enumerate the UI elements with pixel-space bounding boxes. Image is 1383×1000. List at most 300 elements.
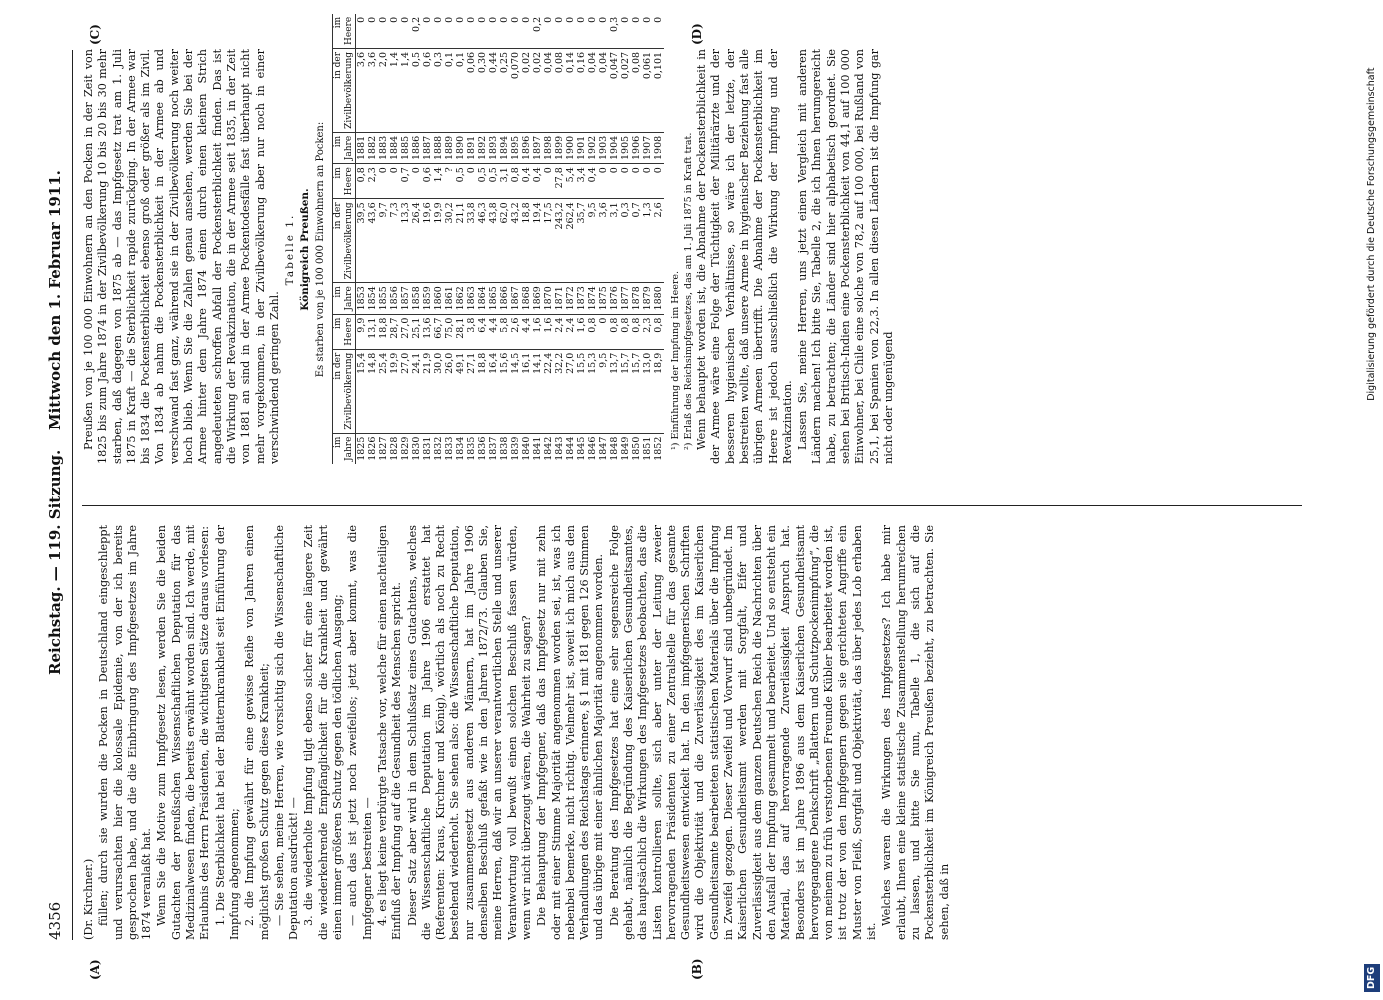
table-cell: 13,7 bbox=[609, 349, 620, 433]
table-cell: 2,0 bbox=[378, 48, 389, 132]
table-cell: 0 bbox=[653, 164, 664, 199]
table-cell: 1871 bbox=[554, 283, 565, 314]
table-row bbox=[609, 14, 620, 464]
table-cell: 0 bbox=[411, 164, 422, 199]
table-cell: 75,0 bbox=[444, 314, 455, 349]
table-cell: 66,7 bbox=[433, 314, 444, 349]
table-subtitle: Königreich Preußen. bbox=[299, 188, 312, 311]
table-cell: 1883 bbox=[378, 132, 389, 163]
table-cell: 0 bbox=[598, 164, 609, 199]
table-cell: 18,8 bbox=[477, 349, 488, 433]
table-cell: 1867 bbox=[510, 283, 521, 314]
table-cell: 0,061 bbox=[642, 48, 653, 132]
table-cell: 0,047 bbox=[609, 48, 620, 132]
table-cell: 1902 bbox=[587, 132, 598, 163]
table-cell: 49,1 bbox=[455, 349, 466, 433]
header-title: Reichstag. — 119. Sitzung. bbox=[46, 449, 64, 675]
table-row bbox=[631, 14, 642, 464]
table-row bbox=[411, 14, 422, 464]
table-cell: 3,6 bbox=[367, 48, 378, 132]
margin-mark-a: (A) bbox=[88, 959, 102, 980]
table-body bbox=[356, 14, 665, 464]
table-header-cell: im Heere bbox=[333, 314, 356, 349]
table-cell: 0,027 bbox=[620, 48, 631, 132]
table-cell: 0 bbox=[642, 164, 653, 199]
left-paragraph: Die Behauptung der Impfgegner, daß das Impfgesetz nur mit zehn oder mit einer Stimme Majorität angenommen worden sei, ist, was ich nebenbei bemerke, nicht richtig. Vielmehr ist, soweit ich mich aus den Verhandlungen des Reichstags erinnere, § 1 mit 181 gegen 126 Stimmen und das übrige mit einer ähnlichen Majorität angenommen worden. bbox=[535, 525, 606, 940]
table-cell: 1906 bbox=[631, 132, 642, 163]
table-cell: 28,7 bbox=[389, 314, 400, 349]
table-cell: 0 bbox=[543, 164, 554, 199]
table-cell: 1842 bbox=[543, 436, 555, 461]
column-divider bbox=[82, 505, 1302, 506]
table-cell: 18,8 bbox=[378, 314, 389, 349]
table-cell: 1876 bbox=[609, 283, 620, 314]
table-cell: 4,4 bbox=[488, 314, 499, 349]
table-header-cell: im Jahre bbox=[333, 283, 356, 314]
table-cell: 1841 bbox=[532, 436, 544, 461]
table-cell: 1875 bbox=[598, 283, 609, 314]
table-cell: 0 bbox=[653, 14, 664, 49]
table-cell: 1861 bbox=[444, 283, 455, 314]
table-cell: 1874 bbox=[587, 283, 598, 314]
table-cell: 1851 bbox=[642, 436, 654, 461]
table-cell: 13,6 bbox=[422, 314, 433, 349]
right-intro-paragraph: Preußen von je 100 000 Einwohnern an den Pocken in der Zeit von 1825 bis zum Jahre 1874 in der Zivilbevölkerung 10 bis 20 bis 30 mehr starben, daß dagegen von 1875 ab — das Impfgesetz trat am 1. Juli 1875 in Kraft — die Sterblichkeit rapide zurückging. In der Armee war bis 1834 die Pockensterblichkeit ebenso groß oder größer als im Zivil. Von 1834 ab nahm die Pockensterblichkeit in der Armee ab und verschwand fast ganz, während sie in der Zivilbevölkerung noch weiter hoch blieb. Wenn Sie die Zahlen genau ansehen, werden Sie bei der Armee hinter dem Jahre 1874 einen durch einen kleinen Strich angedeuteten schroffen Abfall der Pockensterblichkeit finden. Das ist die Wirkung der Revakzination, die in der Armee seit 1835, in der Zeit von 1881 an sind in der Armee Pockentodesfälle fast überhaupt nicht mehr vorgekommen, in der Zivilbevölkerung aber nur noch in einer verschwindend geringen Zahl. bbox=[82, 49, 281, 464]
table-header-cell: in der Zivilbevölkerung bbox=[333, 199, 356, 283]
table-cell: 0,7 bbox=[631, 199, 642, 283]
left-paragraph: 3. die wiederholte Impfung tilgt ebenso sicher für eine längere Zeit die wiederkehrende Empfänglichkeit für die Krankheit und gewährt einen immer größeren Schutz gegen den tödlichen Ausgang; bbox=[302, 525, 345, 940]
table-cell: 13,1 bbox=[367, 314, 378, 349]
table-cell: 1901 bbox=[576, 132, 587, 163]
right-paragraph: Wenn behauptet worden ist, die Abnahme der Pockensterblichkeit in der Armee wäre eine Folge der Tüchtigkeit der Militärärzte und der besseren hygienischen Verhältnisse, so wäre ich der letzte, der bestreiten wollte, daß unsere Armee in hygienischer Beziehung fast alle übrigen Armeen übertrifft. Die Abnahme der Pockensterblichkeit im Heere ist jedoch ausschließlich die Wirkung der Impfung und der Revakzination. bbox=[695, 49, 794, 464]
table-header-cell: im Heere bbox=[333, 14, 356, 49]
table-cell: 0 bbox=[609, 164, 620, 199]
table-row bbox=[642, 14, 653, 464]
header-rule bbox=[72, 50, 73, 940]
table-cell: 0 bbox=[543, 14, 554, 49]
table-cell: 14,5 bbox=[510, 349, 521, 433]
table-cell: 1839 bbox=[510, 436, 522, 461]
table-cell: 1879 bbox=[642, 283, 653, 314]
table-cell: 1888 bbox=[433, 132, 444, 163]
table-cell: 0,8 bbox=[653, 314, 664, 349]
table-cell: 25,1 bbox=[411, 314, 422, 349]
table-cell: 32,2 bbox=[554, 349, 565, 433]
table-cell: 1836 bbox=[477, 436, 489, 461]
table-cell: 0 bbox=[598, 14, 609, 49]
table-row bbox=[477, 14, 488, 464]
table-cell: 1840 bbox=[521, 436, 533, 461]
table-cell: 1860 bbox=[433, 283, 444, 314]
table-cell: 6,4 bbox=[477, 314, 488, 349]
table-row bbox=[587, 14, 598, 464]
table-cell: 1884 bbox=[389, 132, 400, 163]
table-cell: 0,5 bbox=[488, 164, 499, 199]
table-cell: 16,1 bbox=[521, 349, 532, 433]
table-cell: ? bbox=[444, 164, 455, 199]
table-cell: 1,4 bbox=[433, 164, 444, 199]
left-paragraph: Die Beratung des Impfgesetzes hat eine sehr segensreiche Folge gehabt, nämlich die Begründung des Kaiserlichen Gesundheitsamtes, das hauptsächlich die Wirkungen des Impfgesetzes beobachten, das die Listen kontrollieren sollte, sich aber unter der Leitung zweier hervorragenden Präsidenten zu einer Zentralstelle für das gesamte Gesundheitswesen entwickelt hat. In den impfgegnerischen Schriften wird die Objektivität und die Zuverlässigkeit des im Kaiserlichen Gesundheitsamte bearbeiteten statistischen Materials über die Impfung in Zweifel gezogen. Dieser Zweifel und Vorwurf sind unbegründet. Im Kaiserlichen Gesundheitsamt werden mit Sorgfalt, Eifer und Zuverlässigkeit aus dem ganzen Deutschen Reich die Nachrichten über den Ausfall der Impfung gesammelt und bearbeitet. Und so entsteht ein Material, das auf hervorragende Zuverlässigkeit Anspruch hat. Besonders ist im Jahre 1896 aus dem Kaiserlichen Gesundheitsamt hervorgegangene Denkschrift „Blattern und Schutzpockenimpfung“, die von meinem zu früh verstorbenen Freunde Kübler bearbeitet worden ist, ist trotz der von den Impfgegnern gegen sie gerichteten Angriffe ein Muster von Fleiß, Sorgfalt und Objektivität, das über jedes Lob erhaben ist. bbox=[607, 525, 879, 940]
table-cell: 0,06 bbox=[466, 48, 477, 132]
table-cell: 0,4 bbox=[532, 164, 543, 199]
table-cell: 27,1 bbox=[466, 349, 477, 433]
table-cell: 0,3 bbox=[609, 14, 620, 49]
right-paragraphs bbox=[695, 49, 896, 464]
table-cell: 16,4 bbox=[488, 349, 499, 433]
table-cell: 1828 bbox=[389, 436, 401, 461]
table-cell: 5,4 bbox=[565, 164, 576, 199]
right-column bbox=[82, 16, 1302, 464]
smallpox-mortality-table bbox=[332, 14, 664, 464]
table-cell: 62,0 bbox=[499, 199, 510, 283]
table-cell: 30,2 bbox=[444, 199, 455, 283]
table-cell: 3,4 bbox=[576, 164, 587, 199]
table-cell: 15,7 bbox=[620, 349, 631, 433]
table-cell: 1849 bbox=[620, 436, 632, 461]
table-cell: 0,4 bbox=[587, 164, 598, 199]
table-cell: 19,4 bbox=[532, 199, 543, 283]
table-cell: 1859 bbox=[422, 283, 433, 314]
table-cell: 0,30 bbox=[477, 48, 488, 132]
table-cell: 0 bbox=[422, 14, 433, 49]
table-row bbox=[400, 14, 411, 464]
table-cell: 0 bbox=[620, 14, 631, 49]
table-cell: 1835 bbox=[466, 436, 478, 461]
table-row bbox=[444, 14, 455, 464]
page-number: 4356 bbox=[46, 901, 64, 940]
table-cell: 0 bbox=[400, 14, 411, 49]
table-row bbox=[367, 14, 378, 464]
table-cell: 1890 bbox=[455, 132, 466, 163]
table-cell: 33,8 bbox=[466, 199, 477, 283]
table-cell: 1872 bbox=[565, 283, 576, 314]
table-cell: 1852 bbox=[653, 436, 665, 461]
table-cell: 1863 bbox=[466, 283, 477, 314]
table-cell: 3,6 bbox=[598, 199, 609, 283]
speaker-tag: (Dr. Kirchner.) bbox=[82, 858, 95, 940]
table-cell: 0,04 bbox=[587, 48, 598, 132]
table-cell: 13,0 bbox=[642, 349, 653, 433]
margin-mark-c: (C) bbox=[88, 24, 102, 45]
dfg-logo: DFG bbox=[1364, 964, 1380, 992]
table-cell: 1834 bbox=[455, 436, 467, 461]
table-cell: 0 bbox=[466, 14, 477, 49]
footnote: ²) Erlaß des Reichsimpfgesetzes, das am 1. Juli 1875 in Kraft trat. bbox=[682, 132, 694, 450]
table-cell: 1880 bbox=[653, 283, 664, 314]
table-cell: 0,04 bbox=[598, 48, 609, 132]
table-cell: 3,1 bbox=[609, 199, 620, 283]
table-cell: 0,2 bbox=[532, 14, 543, 49]
left-paragraphs bbox=[97, 525, 952, 940]
table-cell: 1833 bbox=[444, 436, 456, 461]
table-row bbox=[598, 14, 609, 464]
table-cell: 1845 bbox=[576, 436, 588, 461]
table-cell: 46,3 bbox=[477, 199, 488, 283]
left-paragraph: Wenn Sie die Motive zum Impfgesetz lesen, werden Sie die beiden Gutachten der preußischen Wissenschaftlichen Deputation für das Medizinalwesen finden, die bereits erwähnt worden sind. Ich werde, mit Erlaubnis des Herrn Präsidenten, die wichtigsten Sätze daraus vorlesen: bbox=[155, 525, 212, 940]
table-cell: 1829 bbox=[400, 436, 412, 461]
table-cell: 1855 bbox=[378, 283, 389, 314]
table-cell: 2,6 bbox=[653, 199, 664, 283]
table-cell: 1837 bbox=[488, 436, 500, 461]
table-cell: 3,8 bbox=[466, 314, 477, 349]
table-cell: 27,0 bbox=[565, 349, 576, 433]
table-cell: 3,6 bbox=[356, 48, 368, 132]
table-cell: 1847 bbox=[598, 436, 610, 461]
table-cell: 1850 bbox=[631, 436, 643, 461]
table-cell: 19,6 bbox=[422, 199, 433, 283]
table-cell: 1825 bbox=[356, 436, 368, 461]
table-cell: 43,8 bbox=[488, 199, 499, 283]
table-cell: 30,0 bbox=[433, 349, 444, 433]
table-cell: 1907 bbox=[642, 132, 653, 163]
table-cell: 1904 bbox=[609, 132, 620, 163]
table-cell: 1896 bbox=[521, 132, 532, 163]
table-cell: 0,25 bbox=[499, 48, 510, 132]
table-cell: 0 bbox=[631, 164, 642, 199]
table-cell: 0 bbox=[389, 164, 400, 199]
table-cell: 1878 bbox=[631, 283, 642, 314]
table-row bbox=[565, 14, 576, 464]
table-cell: 0,3 bbox=[620, 199, 631, 283]
table-cell: 19,9 bbox=[433, 199, 444, 283]
left-paragraph: — Sie sehen, meine Herren, wie vorsichtig sich die Wissenschaftliche Deputation ausdrückt! — bbox=[272, 525, 301, 940]
table-caption: Tabelle 1. bbox=[284, 213, 297, 286]
table-row bbox=[389, 14, 400, 464]
table-cell: 0 bbox=[389, 14, 400, 49]
table-cell: 0 bbox=[367, 14, 378, 49]
table-cell: 9,7 bbox=[378, 199, 389, 283]
table-row bbox=[532, 14, 543, 464]
table-cell: 1,6 bbox=[576, 314, 587, 349]
table-cell: 1,4 bbox=[389, 48, 400, 132]
table-cell: 0,8 bbox=[510, 164, 521, 199]
table-cell: 0,04 bbox=[543, 48, 554, 132]
table-header-cell: im Heere bbox=[333, 164, 356, 199]
table-cell: 0 bbox=[499, 14, 510, 49]
table-cell: 1,3 bbox=[642, 199, 653, 283]
table-cell: 0 bbox=[378, 14, 389, 49]
table-cell: 2,4 bbox=[554, 314, 565, 349]
table-cell: 1844 bbox=[565, 436, 577, 461]
table-cell: 1881 bbox=[356, 132, 368, 163]
table-cell: 0,4 bbox=[521, 164, 532, 199]
table-cell: 0 bbox=[488, 14, 499, 49]
left-paragraph: füllen; durch sie wurden die Pocken in Deutschland eingeschleppt und verursachten hier die kolossale Epidemie, von der ich bereits gesprochen habe, und die die Einbringung des Impfgesetzes im Jahre 1874 veranlaßt hat. bbox=[97, 525, 154, 940]
table-cell: 1854 bbox=[367, 283, 378, 314]
table-cell: 0,08 bbox=[631, 48, 642, 132]
table-cell: 0,101 bbox=[653, 48, 664, 132]
table-cell: 1891 bbox=[466, 132, 477, 163]
table-cell: 15,3 bbox=[587, 349, 598, 433]
table-row bbox=[455, 14, 466, 464]
table-cell: 9,5 bbox=[587, 199, 598, 283]
table-cell: 0,8 bbox=[587, 314, 598, 349]
table-row bbox=[488, 14, 499, 464]
table-row bbox=[466, 14, 477, 464]
margin-mark-b: (B) bbox=[690, 958, 704, 980]
table-cell: 0,8 bbox=[609, 314, 620, 349]
table-cell: 1,4 bbox=[400, 48, 411, 132]
table-cell: 15,4 bbox=[356, 349, 368, 433]
table-cell: 1899 bbox=[554, 132, 565, 163]
table-cell: 0 bbox=[521, 14, 532, 49]
table-cell: 18,9 bbox=[653, 349, 664, 433]
table-cell: 1900 bbox=[565, 132, 576, 163]
table-cell: 4,4 bbox=[521, 314, 532, 349]
table-cell: 1885 bbox=[400, 132, 411, 163]
table-cell: 0,6 bbox=[422, 164, 433, 199]
table-row bbox=[620, 14, 631, 464]
table-cell: 0 bbox=[554, 14, 565, 49]
table-cell: 0 bbox=[477, 14, 488, 49]
table-row bbox=[356, 14, 368, 464]
table-cell: 27,0 bbox=[400, 349, 411, 433]
table-header-cell: in der Zivilbevölkerung bbox=[333, 349, 356, 433]
table-cell: 13,3 bbox=[400, 199, 411, 283]
table-cell: 26,4 bbox=[411, 199, 422, 283]
table-cell: 0 bbox=[455, 14, 466, 49]
right-paragraph: Lassen Sie, meine Herren, uns jetzt einen Vergleich mit anderen Ländern machen! Ich bitte Sie, Tabelle 2, die ich Ihnen herumgereicht habe, zu betrachten; die Länder sind hier alphabetisch geordnet. Sie sehen bei Britisch-Indien eine Pockensterblichkeit von 44,1 auf 100 000 Einwohner, bei Chile eine solche von 78,2 auf 100 000, bei Rußland von 25,1, bei Spanien von 22,3. In allen diesen Ländern ist die Impfung gar nicht oder ungenügend bbox=[796, 49, 895, 464]
table-cell: 1898 bbox=[543, 132, 554, 163]
table-cell: 0 bbox=[631, 14, 642, 49]
table-cell: 1848 bbox=[609, 436, 621, 461]
table-cell: 1858 bbox=[411, 283, 422, 314]
table-cell: 1856 bbox=[389, 283, 400, 314]
table-cell: 1864 bbox=[477, 283, 488, 314]
table-cell: 243,2 bbox=[554, 199, 565, 283]
table-cell: 1894 bbox=[499, 132, 510, 163]
table-cell: 1832 bbox=[433, 436, 445, 461]
table-header-cell: in der Zivilbevölkerung bbox=[333, 48, 356, 132]
table-cell: 1853 bbox=[356, 283, 368, 314]
table-cell: 0 bbox=[565, 14, 576, 49]
table-cell: 0 bbox=[598, 314, 609, 349]
table-row bbox=[378, 14, 389, 464]
header-date: Mittwoch den 1. Februar 1911. bbox=[46, 170, 64, 430]
table-cell: 0,1 bbox=[455, 48, 466, 132]
left-paragraph: 2. die Impfung gewährt für eine gewisse Reihe von Jahren einen möglichst großen Schutz gegen diese Krankheit; bbox=[243, 525, 271, 940]
table-cell: 2,3 bbox=[642, 314, 653, 349]
table-cell: 0 bbox=[444, 14, 455, 49]
table-cell: 3,1 bbox=[499, 164, 510, 199]
table-cell: 43,2 bbox=[510, 199, 521, 283]
table-header-row bbox=[333, 14, 356, 464]
table-cell: 39,5 bbox=[356, 199, 368, 283]
table-cell: 15,6 bbox=[499, 349, 510, 433]
table-cell: 1857 bbox=[400, 283, 411, 314]
table-cell: 21,1 bbox=[455, 199, 466, 283]
table-cell: 0,02 bbox=[521, 48, 532, 132]
table-cell: 35,7 bbox=[576, 199, 587, 283]
table-row bbox=[499, 14, 510, 464]
left-paragraph: 4. es liegt keine verbürgte Tatsache vor, welche für einen nachteiligen Einfluß der Impfung auf die Gesundheit des Menschen spricht. bbox=[375, 525, 404, 940]
table-cell: 0,02 bbox=[532, 48, 543, 132]
table-cell: 1897 bbox=[532, 132, 543, 163]
page-header bbox=[46, 50, 68, 940]
table-cell: 1908 bbox=[653, 132, 664, 163]
credit-text: Digitalisierung gefördert durch die Deutsche Forschungsgemeinschaft bbox=[1366, 67, 1377, 401]
table-cell: 1,6 bbox=[543, 314, 554, 349]
table-row bbox=[433, 14, 444, 464]
table-cell: 5,8 bbox=[499, 314, 510, 349]
table-row bbox=[554, 14, 565, 464]
table-cell: 0 bbox=[510, 14, 521, 49]
table-cell: 262,4 bbox=[565, 199, 576, 283]
table-cell: 2,4 bbox=[565, 314, 576, 349]
table-cell: 14,1 bbox=[532, 349, 543, 433]
table-cell: 0,2 bbox=[411, 14, 422, 49]
footnote: ¹) Einführung der Impfung im Heere. bbox=[670, 271, 682, 450]
table-cell: 1887 bbox=[422, 132, 433, 163]
table-cell: 27,8 bbox=[554, 164, 565, 199]
table-row bbox=[653, 14, 664, 464]
table-cell: 1870 bbox=[543, 283, 554, 314]
table-row bbox=[510, 14, 521, 464]
table-cell: 1869 bbox=[532, 283, 543, 314]
table-cell: 0 bbox=[466, 164, 477, 199]
table-cell: 0,8 bbox=[620, 314, 631, 349]
table-cell: 0,5 bbox=[455, 164, 466, 199]
table-cell: 17,5 bbox=[543, 199, 554, 283]
table-cell: 1905 bbox=[620, 132, 631, 163]
table-cell: 0 bbox=[642, 14, 653, 49]
table-header-cell: im Jahre bbox=[333, 433, 356, 464]
table-cell: 15,5 bbox=[576, 349, 587, 433]
table-row bbox=[521, 14, 532, 464]
table-cell: 9,5 bbox=[598, 349, 609, 433]
left-paragraph: — auch das ist jetzt noch zweifellos; jetzt aber kommt, was die Impfgegner bestreiten — bbox=[346, 525, 374, 940]
digitization-credit bbox=[1364, 8, 1380, 992]
table-cell: 1868 bbox=[521, 283, 532, 314]
table-cell: 1903 bbox=[598, 132, 609, 163]
left-paragraph: Welches waren die Wirkungen des Impfgesetzes? Ich habe mir erlaubt, Ihnen eine kleine statistische Zusammenstellung herumreichen zu lassen, und bitte Sie nun, Tabelle 1, die sich auf die Pockensterblichkeit im Königreich Preußen bezieht, zu betrachten. Sie sehen, daß in bbox=[880, 525, 951, 940]
left-paragraph: 1. Die Sterblichkeit hat bei der Blatternkrankheit seit Einführung der Impfung abgenommen; bbox=[213, 525, 241, 940]
table-description: Es starben von je 100 000 Einwohnern an Pocken: bbox=[314, 121, 326, 378]
table-cell: 0,8 bbox=[356, 164, 368, 199]
table-cell: 0,5 bbox=[477, 164, 488, 199]
table-cell: 0 bbox=[378, 164, 389, 199]
table-cell: 1873 bbox=[576, 283, 587, 314]
table-cell: 0,8 bbox=[631, 314, 642, 349]
table-cell: 0 bbox=[576, 14, 587, 49]
table-cell: 0 bbox=[356, 14, 368, 49]
table-cell: 1831 bbox=[422, 436, 434, 461]
table-cell: 15,7 bbox=[631, 349, 642, 433]
table-cell: 0,3 bbox=[433, 48, 444, 132]
table-cell: 28,1 bbox=[455, 314, 466, 349]
table-cell: 0 bbox=[433, 14, 444, 49]
table-cell: 21,9 bbox=[422, 349, 433, 433]
table-cell: 0,6 bbox=[422, 48, 433, 132]
margin-mark-d: (D) bbox=[690, 23, 704, 45]
table-cell: 1827 bbox=[378, 436, 390, 461]
table-cell: 1826 bbox=[367, 436, 379, 461]
table-cell: 1893 bbox=[488, 132, 499, 163]
table-cell: 14,8 bbox=[367, 349, 378, 433]
table-cell: 0,16 bbox=[576, 48, 587, 132]
left-column bbox=[82, 525, 1302, 940]
table-cell: 0,1 bbox=[444, 48, 455, 132]
table-header-cell: im Jahre bbox=[333, 132, 356, 163]
table-cell: 0,44 bbox=[488, 48, 499, 132]
table-cell: 1892 bbox=[477, 132, 488, 163]
table-cell: 1843 bbox=[554, 436, 566, 461]
table-cell: 27,0 bbox=[400, 314, 411, 349]
table-cell: 0,14 bbox=[565, 48, 576, 132]
table-cell: 1886 bbox=[411, 132, 422, 163]
table-cell: 1877 bbox=[620, 283, 631, 314]
table-cell: 2,6 bbox=[510, 314, 521, 349]
